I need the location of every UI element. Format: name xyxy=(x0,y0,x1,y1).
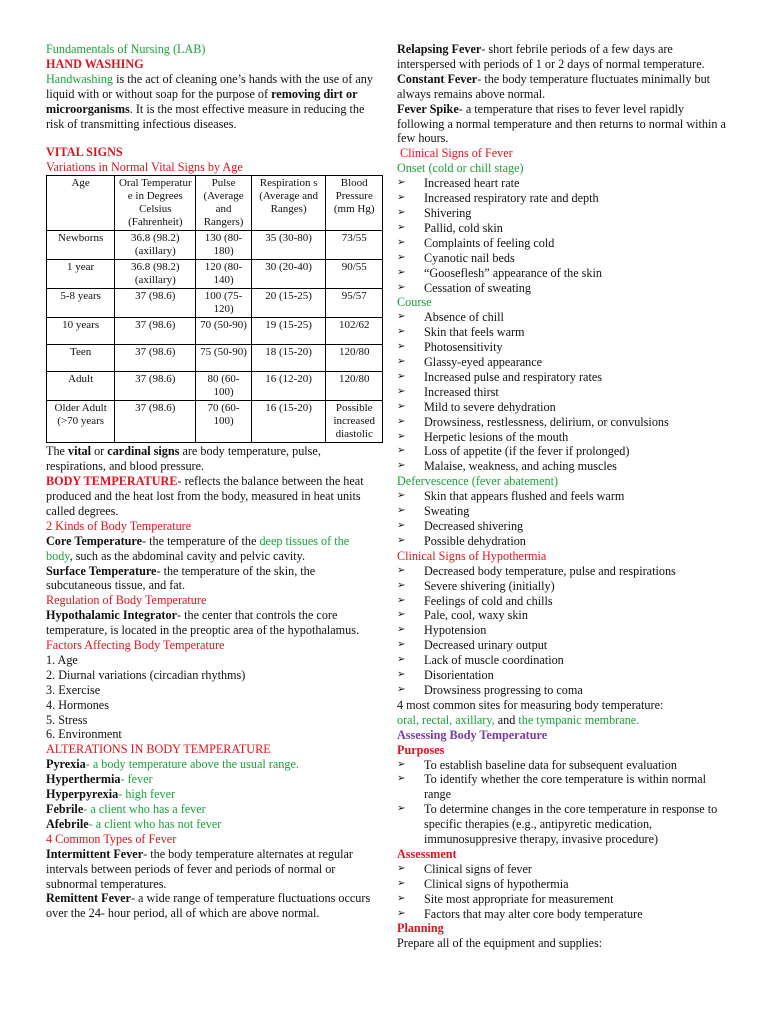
table-cell: 120/80 xyxy=(326,372,383,401)
clinical-fever-heading: Clinical Signs of Fever xyxy=(400,146,513,161)
table-cell: 70 (60-100) xyxy=(196,401,251,443)
table-header-cell: Blood Pressure (mm Hg) xyxy=(326,176,383,231)
list-item-text: Complaints of feeling cold xyxy=(424,235,555,250)
list-item-text: Clinical signs of fever xyxy=(424,861,532,876)
table-cell: 18 (15-20) xyxy=(251,345,326,372)
chevron-bullet-icon: ➢ xyxy=(397,907,406,919)
course-list xyxy=(397,310,727,474)
handwashing-term: Handwashing xyxy=(46,71,114,86)
list-item xyxy=(397,385,727,400)
chevron-bullet-icon: ➢ xyxy=(397,206,406,218)
list-item xyxy=(397,415,727,430)
factors-list xyxy=(46,653,376,742)
chevron-bullet-icon: ➢ xyxy=(397,639,406,651)
kinds-heading: 2 Kinds of Body Temperature xyxy=(46,518,192,533)
purposes-heading: Purposes xyxy=(397,742,445,757)
handwashing-paragraph: Handwashing is the act of cleaning one’s hands with the use of any liquid with or without soap for the purpose of removing dirt or microorganisms. It is the most effective measure in reducing the risk of transmitting infectious diseases. xyxy=(46,71,373,131)
list-item xyxy=(397,459,727,474)
list-item-text: Increased thirst xyxy=(424,384,499,399)
list-item: 6. Environment xyxy=(46,727,122,742)
table-cell: 100 (75-120) xyxy=(196,289,251,318)
table-row xyxy=(47,318,383,345)
table-title: Variations in Normal Vital Signs by Age xyxy=(46,160,243,175)
list-item xyxy=(397,862,727,877)
table-cell: Older Adult (>70 years xyxy=(47,401,115,443)
list-item xyxy=(397,653,727,668)
intermittent-fever-paragraph: Intermittent Fever- the body temperature alternates at regular intervals between periods of fever and periods of normal or subnormal temperatures. xyxy=(46,846,353,891)
table-cell: 37 (98.6) xyxy=(115,401,196,443)
list-item-text: Pale, cool, waxy skin xyxy=(424,608,528,623)
list-item-text: Malaise, weakness, and aching muscles xyxy=(424,459,617,474)
vital-signs-table xyxy=(46,175,383,443)
planning-heading: Planning xyxy=(397,921,444,936)
table-cell: Newborns xyxy=(47,231,115,260)
list-item: 5. Stress xyxy=(46,712,88,727)
list-item-text: Decreased shivering xyxy=(424,519,524,533)
list-item xyxy=(397,176,727,191)
list-item xyxy=(397,579,727,594)
list-item xyxy=(397,430,727,445)
table-cell: 20 (15-25) xyxy=(251,289,326,318)
chevron-bullet-icon: ➢ xyxy=(397,445,406,457)
list-item: 2. Diurnal variations (circadian rhythms) xyxy=(46,667,246,682)
table-cell: 75 (50-90) xyxy=(196,345,251,372)
table-cell: 36.8 (98.2) (axillary) xyxy=(115,260,196,289)
hypothermia-heading: Clinical Signs of Hypothermia xyxy=(397,548,547,563)
table-header-cell: Pulse (Average and Rangers) xyxy=(196,176,251,231)
fever-spike-paragraph: Fever Spike- a temperature that rises to fever level rapidly following a normal temperature and then returns to normal within a few hours. xyxy=(397,101,726,146)
defervescence-list xyxy=(397,489,727,549)
febrile-definition: Febrile- a client who has a fever xyxy=(46,802,206,816)
list-item xyxy=(397,877,727,892)
list-item: 4. Hormones xyxy=(46,697,109,712)
chevron-bullet-icon: ➢ xyxy=(397,505,406,517)
table-header-row xyxy=(47,176,383,231)
chevron-bullet-icon: ➢ xyxy=(397,609,406,621)
list-item-text: To determine changes in the core temperature in response to specific therapies (e.g., antipyretic medication, immunosuppresive therapy, invasive procedure) xyxy=(424,802,718,847)
table-body xyxy=(47,231,383,443)
table-header-cell: Age xyxy=(47,176,115,231)
fever-types-heading: 4 Common Types of Fever xyxy=(46,831,177,846)
list-item xyxy=(397,340,727,355)
chevron-bullet-icon: ➢ xyxy=(397,758,406,770)
list-item-text: Disorientation xyxy=(424,668,494,683)
list-item xyxy=(397,519,727,534)
list-item xyxy=(397,534,727,549)
chevron-bullet-icon: ➢ xyxy=(397,490,406,502)
list-item xyxy=(397,251,727,266)
chevron-bullet-icon: ➢ xyxy=(397,266,406,278)
surface-temperature-paragraph: Surface Temperature- the temperature of the skin, the subcutaneous tissue, and fat. xyxy=(46,563,316,593)
chevron-bullet-icon: ➢ xyxy=(397,415,406,427)
core-temperature-paragraph: Core Temperature- the temperature of the deep tissues of the body, such as the abdominal cavity and pelvic cavity. xyxy=(46,533,350,563)
list-item xyxy=(397,564,727,579)
table-cell: 95/57 xyxy=(326,289,383,318)
table-row xyxy=(47,289,383,318)
chevron-bullet-icon: ➢ xyxy=(397,341,406,353)
defervescence-heading: Defervescence (fever abatement) xyxy=(397,474,559,489)
table-cell: 10 years xyxy=(47,318,115,345)
list-item-text: To establish baseline data for subsequent evaluation xyxy=(424,757,677,772)
list-item-text: Skin that appears flushed and feels warm xyxy=(424,489,625,504)
chevron-bullet-icon: ➢ xyxy=(397,564,406,576)
hyperthermia-definition: Hyperthermia- fever xyxy=(46,772,153,787)
list-item-text: Increased pulse and respiratory rates xyxy=(424,369,602,384)
list-item xyxy=(397,266,727,281)
list-item xyxy=(397,221,727,236)
table-cell: 70 (50-90) xyxy=(196,318,251,345)
sites-paragraph: 4 most common sites for measuring body temperature: oral, rectal, axillary, and the tympanic membrane. xyxy=(397,697,664,727)
relapsing-fever-paragraph: Relapsing Fever- short febrile periods of a few days are interspersed with periods of 1 or 2 days of normal temperature. xyxy=(397,42,705,71)
list-item-text: To identify whether the core temperature is within normal range xyxy=(424,772,707,802)
list-item xyxy=(397,772,727,802)
list-item-text: Increased heart rate xyxy=(424,176,520,191)
list-item xyxy=(397,892,727,907)
list-item-text: Drowsiness, restlessness, delirium, or convulsions xyxy=(424,414,669,429)
chevron-bullet-icon: ➢ xyxy=(397,534,406,546)
pyrexia-definition: Pyrexia- a body temperature above the usual range. xyxy=(46,757,299,772)
chevron-bullet-icon: ➢ xyxy=(397,311,406,323)
table-cell: 1 year xyxy=(47,260,115,289)
onset-heading: Onset (cold or chill stage) xyxy=(397,161,524,176)
table-cell: Adult xyxy=(47,372,115,401)
regulation-heading: Regulation of Body Temperature xyxy=(46,593,207,608)
table-cell: 5-8 years xyxy=(47,289,115,318)
list-item-text: Pallid, cold skin xyxy=(424,220,503,235)
assessment-list xyxy=(397,862,727,922)
assessment-heading: Assessment xyxy=(397,846,457,861)
list-item xyxy=(397,191,727,206)
onset-list xyxy=(397,176,727,295)
chevron-bullet-icon: ➢ xyxy=(397,654,406,666)
list-item-text: Absence of chill xyxy=(424,310,504,325)
list-item xyxy=(397,400,727,415)
list-item xyxy=(397,638,727,653)
list-item xyxy=(397,758,727,773)
list-item xyxy=(397,907,727,922)
list-item-text: Herpetic lesions of the mouth xyxy=(424,429,569,444)
list-item xyxy=(397,802,727,847)
chevron-bullet-icon: ➢ xyxy=(397,460,406,472)
table-cell: 16 (15-20) xyxy=(251,401,326,443)
chevron-bullet-icon: ➢ xyxy=(397,892,406,904)
list-item-text: Loss of appetite (if the fever if prolonged) xyxy=(424,444,630,459)
remittent-fever-paragraph: Remittent Fever- a wide range of temperature fluctuations occurs over the 24- hour period, all of which are above normal. xyxy=(46,891,371,921)
afebrile-definition: Afebrile- a client who has not fever xyxy=(46,816,222,831)
list-item xyxy=(397,355,727,370)
list-item-text: Increased respiratory rate and depth xyxy=(424,191,599,206)
table-cell: 37 (98.6) xyxy=(115,318,196,345)
table-row xyxy=(47,231,383,260)
list-item xyxy=(397,489,727,504)
chevron-bullet-icon: ➢ xyxy=(397,251,406,263)
constant-fever-paragraph: Constant Fever- the body temperature fluctuates minimally but always remains above normal. xyxy=(397,71,711,101)
vital-signs-paragraph: The vital or cardinal signs are body temperature, pulse, respirations, and blood pressure. xyxy=(46,444,321,474)
table-cell: 73/55 xyxy=(326,231,383,260)
table-cell: 16 (12-20) xyxy=(251,372,326,401)
table-row xyxy=(47,401,383,443)
list-item xyxy=(397,325,727,340)
table-cell: 102/62 xyxy=(326,318,383,345)
chevron-bullet-icon: ➢ xyxy=(397,579,406,591)
list-item xyxy=(397,310,727,325)
table-cell: 30 (20-40) xyxy=(251,260,326,289)
list-item-text: Severe shivering (initially) xyxy=(424,578,555,593)
table-cell: Teen xyxy=(47,345,115,372)
list-item xyxy=(397,668,727,683)
chevron-bullet-icon: ➢ xyxy=(397,624,406,636)
chevron-bullet-icon: ➢ xyxy=(397,594,406,606)
table-row xyxy=(47,372,383,401)
document-title: Fundamentals of Nursing (LAB) xyxy=(46,42,206,56)
table-row xyxy=(47,345,383,372)
table-cell: 37 (98.6) xyxy=(115,345,196,372)
course-heading: Course xyxy=(397,295,432,310)
chevron-bullet-icon: ➢ xyxy=(397,370,406,382)
list-item xyxy=(397,281,727,296)
table-cell: 80 (60-100) xyxy=(196,372,251,401)
table-cell: 120/80 xyxy=(326,345,383,372)
chevron-bullet-icon: ➢ xyxy=(397,356,406,368)
chevron-bullet-icon: ➢ xyxy=(397,520,406,531)
chevron-bullet-icon: ➢ xyxy=(397,385,406,397)
list-item-text: Cessation of sweating xyxy=(424,280,531,295)
table-cell: 36.8 (98.2) (axillary) xyxy=(115,231,196,260)
left-column xyxy=(46,42,376,921)
list-item-text: Clinical signs of hypothermia xyxy=(424,876,569,891)
list-item: 3. Exercise xyxy=(46,682,101,697)
chevron-bullet-icon: ➢ xyxy=(397,177,406,189)
alterations-heading: ALTERATIONS IN BODY TEMPERATURE xyxy=(46,742,271,757)
table-cell: 19 (15-25) xyxy=(251,318,326,345)
list-item-text: “Gooseflesh” appearance of the skin xyxy=(424,265,602,280)
list-item-text: Possible dehydration xyxy=(424,533,526,548)
list-item-text: Lack of muscle coordination xyxy=(424,653,564,668)
list-item xyxy=(397,206,727,221)
chevron-bullet-icon: ➢ xyxy=(397,669,406,681)
list-item-text: Sweating xyxy=(424,504,470,519)
list-item-text: Decreased body temperature, pulse and respirations xyxy=(424,563,676,578)
list-item xyxy=(397,504,727,519)
hyperpyrexia-definition: Hyperpyrexia- high fever xyxy=(46,787,176,802)
list-item-text: Cyanotic nail beds xyxy=(424,250,515,265)
hand-washing-heading: HAND WASHING xyxy=(46,56,144,71)
list-item-text: Skin that feels warm xyxy=(424,325,525,340)
table-cell: 37 (98.6) xyxy=(115,289,196,318)
assessing-heading: Assessing Body Temperature xyxy=(397,727,548,742)
vital-signs-heading: VITAL SIGNS xyxy=(46,145,123,160)
factors-heading: Factors Affecting Body Temperature xyxy=(46,638,225,653)
planning-paragraph: Prepare all of the equipment and supplies: xyxy=(397,936,603,951)
chevron-bullet-icon: ➢ xyxy=(397,773,406,785)
chevron-bullet-icon: ➢ xyxy=(397,192,406,204)
list-item-text: Factors that may alter core body temperature xyxy=(424,906,643,921)
list-item xyxy=(397,683,727,698)
chevron-bullet-icon: ➢ xyxy=(397,221,406,233)
list-item: 1. Age xyxy=(46,652,78,667)
right-column xyxy=(397,42,727,951)
list-item-text: Hypotension xyxy=(424,623,487,638)
table-cell: 130 (80-180) xyxy=(196,231,251,260)
chevron-bullet-icon: ➢ xyxy=(397,400,406,412)
chevron-bullet-icon: ➢ xyxy=(397,877,406,889)
table-cell: 37 (98.6) xyxy=(115,372,196,401)
table-header-cell: Respiration s (Average and Ranges) xyxy=(251,176,326,231)
chevron-bullet-icon: ➢ xyxy=(397,862,406,874)
table-row xyxy=(47,260,383,289)
list-item xyxy=(397,444,727,459)
purposes-list xyxy=(397,758,727,847)
list-item xyxy=(397,623,727,638)
chevron-bullet-icon: ➢ xyxy=(397,326,406,338)
list-item-text: Decreased urinary output xyxy=(424,638,548,653)
list-item-text: Shivering xyxy=(424,205,472,220)
list-item-text: Feelings of cold and chills xyxy=(424,593,553,608)
chevron-bullet-icon: ➢ xyxy=(397,236,406,248)
hypothalamic-paragraph: Hypothalamic Integrator- the center that controls the core temperature, is located in the preoptic area of the hypothalamus. xyxy=(46,608,360,638)
chevron-bullet-icon: ➢ xyxy=(397,281,406,293)
hypothermia-list xyxy=(397,564,727,698)
list-item-text: Site most appropriate for measurement xyxy=(424,891,614,906)
chevron-bullet-icon: ➢ xyxy=(397,683,406,695)
list-item-text: Photosensitivity xyxy=(424,340,503,355)
chevron-bullet-icon: ➢ xyxy=(397,430,406,442)
list-item-text: Mild to severe dehydration xyxy=(424,399,556,414)
table-header-cell: Oral Temperatur e in Degrees Celsius (Fahrenheit) xyxy=(115,176,196,231)
table-cell: Possible increased diastolic xyxy=(326,401,383,443)
chevron-bullet-icon: ➢ xyxy=(397,803,406,815)
list-item xyxy=(397,608,727,623)
list-item xyxy=(397,594,727,609)
list-item xyxy=(397,236,727,251)
body-temperature-paragraph: BODY TEMPERATURE- reflects the balance between the heat produced and the heat lost from the body, measured in heat units called degrees. xyxy=(46,474,364,518)
table-cell: 90/55 xyxy=(326,260,383,289)
list-item xyxy=(397,370,727,385)
list-item-text: Glassy-eyed appearance xyxy=(424,355,543,370)
list-item-text: Drowsiness progressing to coma xyxy=(424,682,583,697)
table-cell: 120 (80-140) xyxy=(196,260,251,289)
table-cell: 35 (30-80) xyxy=(251,231,326,260)
